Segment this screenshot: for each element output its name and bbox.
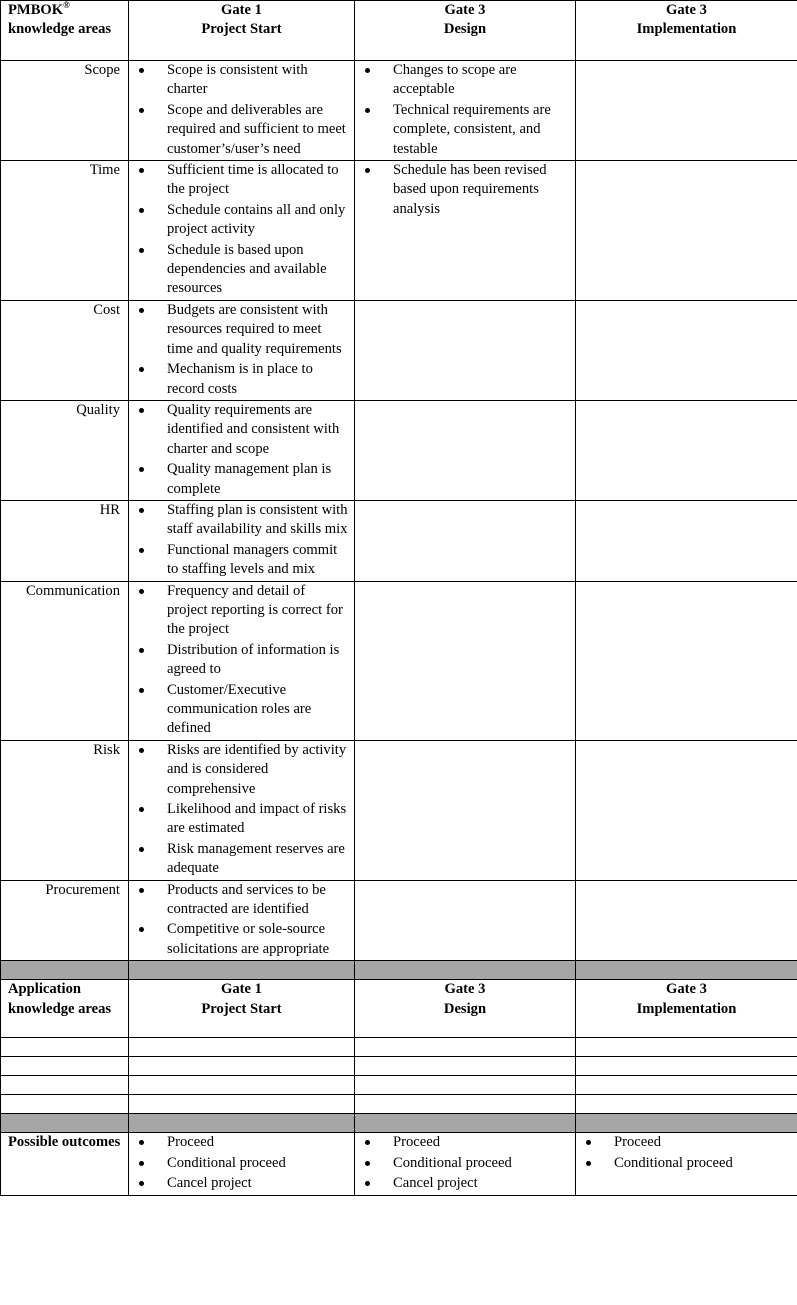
criteria-cell-gate-2: [355, 740, 576, 880]
knowledge-area-label: Risk: [1, 740, 129, 880]
criteria-item: Technical requirements are complete, consistent, and testable: [361, 101, 569, 159]
criteria-item: Risk management reserves are adequate: [135, 840, 348, 879]
app-gate-1-header: Gate 1 Project Start: [129, 980, 355, 1038]
criteria-item: Distribution of information is agreed to: [135, 641, 348, 680]
criteria-cell-gate-3: [576, 161, 797, 301]
criteria-cell-gate-1: [129, 161, 355, 301]
criteria-cell-gate-3: [576, 500, 797, 581]
criteria-cell-gate-1: [129, 581, 355, 740]
criteria-item: Likelihood and impact of risks are estimated: [135, 800, 348, 839]
header-row: [1, 1, 797, 61]
criteria-cell-gate-3: [576, 581, 797, 740]
criteria-cell-gate-2: [355, 61, 576, 161]
criteria-item: Cancel project: [135, 1174, 348, 1193]
possible-outcomes-label: Possible outcomes: [1, 1133, 129, 1195]
criteria-item: Quality requirements are identified and consistent with charter and scope: [135, 401, 348, 459]
criteria-item: Proceed: [582, 1133, 791, 1152]
blank-row: [1, 1095, 797, 1114]
criteria-item: Proceed: [135, 1133, 348, 1152]
knowledge-area-label: Procurement: [1, 880, 129, 961]
outcomes-gate-3: [576, 1133, 797, 1195]
knowledge-area-label: Communication: [1, 581, 129, 740]
criteria-item: Sufficient time is allocated to the project: [135, 161, 348, 200]
criteria-item: Schedule is based upon dependencies and available resources: [135, 241, 348, 299]
criteria-cell-gate-2: [355, 500, 576, 581]
criteria-cell-gate-2: [355, 880, 576, 961]
knowledge-area-row: [1, 581, 797, 740]
application-header-row: [1, 980, 797, 1038]
criteria-cell-gate-3: [576, 300, 797, 400]
application-areas-header: Application knowledge areas: [1, 980, 129, 1038]
knowledge-area-row: [1, 740, 797, 880]
outcomes-gate-2: [355, 1133, 576, 1195]
knowledge-area-label: Cost: [1, 300, 129, 400]
knowledge-area-label: Scope: [1, 61, 129, 161]
criteria-cell-gate-2: [355, 300, 576, 400]
knowledge-area-row: [1, 880, 797, 961]
pmbok-rows: [1, 61, 797, 961]
criteria-cell-gate-3: [576, 880, 797, 961]
blank-row: [1, 1076, 797, 1095]
criteria-item: Schedule contains all and only project activity: [135, 201, 348, 240]
criteria-item: Staffing plan is consistent with staff availability and skills mix: [135, 501, 348, 540]
outcomes-gate-1: [129, 1133, 355, 1195]
knowledge-area-row: [1, 400, 797, 500]
separator-row: [1, 1114, 797, 1133]
criteria-item: Cancel project: [361, 1174, 569, 1193]
criteria-item: Mechanism is in place to record costs: [135, 360, 348, 399]
criteria-cell-gate-1: [129, 880, 355, 961]
criteria-cell-gate-2: [355, 161, 576, 301]
criteria-item: Frequency and detail of project reporting is correct for the project: [135, 582, 348, 640]
knowledge-area-label: HR: [1, 500, 129, 581]
criteria-item: Quality management plan is complete: [135, 460, 348, 499]
knowledge-area-row: [1, 300, 797, 400]
knowledge-area-row: [1, 161, 797, 301]
criteria-item: Functional managers commit to staffing levels and mix: [135, 541, 348, 580]
criteria-item: Schedule has been revised based upon requirements analysis: [361, 161, 569, 219]
criteria-item: Scope and deliverables are required and sufficient to meet customer’s/user’s need: [135, 101, 348, 159]
knowledge-area-label: Quality: [1, 400, 129, 500]
criteria-cell-gate-2: [355, 400, 576, 500]
gate-3-header: Gate 3 Implementation: [576, 1, 797, 61]
criteria-cell-gate-1: [129, 400, 355, 500]
criteria-item: Customer/Executive communication roles are defined: [135, 681, 348, 739]
criteria-cell-gate-3: [576, 61, 797, 161]
criteria-item: Conditional proceed: [361, 1154, 569, 1173]
blank-row: [1, 1038, 797, 1057]
app-gate-2-header: Gate 3 Design: [355, 980, 576, 1038]
criteria-cell-gate-3: [576, 740, 797, 880]
separator-row: [1, 961, 797, 980]
criteria-item: Conditional proceed: [582, 1154, 791, 1173]
criteria-item: Products and services to be contracted are identified: [135, 881, 348, 920]
criteria-item: Budgets are consistent with resources required to meet time and quality requirements: [135, 301, 348, 359]
criteria-cell-gate-1: [129, 300, 355, 400]
knowledge-area-label: Time: [1, 161, 129, 301]
outcomes-row: [1, 1133, 797, 1195]
gate-2-header: Gate 3 Design: [355, 1, 576, 61]
knowledge-area-row: [1, 61, 797, 161]
criteria-cell-gate-2: [355, 581, 576, 740]
criteria-item: Proceed: [361, 1133, 569, 1152]
blank-row: [1, 1057, 797, 1076]
criteria-item: Competitive or sole-source solicitations are appropriate: [135, 920, 348, 959]
criteria-item: Scope is consistent with charter: [135, 61, 348, 100]
criteria-item: Conditional proceed: [135, 1154, 348, 1173]
corner-header: PMBOK® knowledge areas: [1, 1, 129, 61]
criteria-item: Changes to scope are acceptable: [361, 61, 569, 100]
criteria-cell-gate-1: [129, 740, 355, 880]
criteria-cell-gate-3: [576, 400, 797, 500]
knowledge-area-row: [1, 500, 797, 581]
criteria-cell-gate-1: [129, 61, 355, 161]
criteria-item: Risks are identified by activity and is considered comprehensive: [135, 741, 348, 799]
criteria-cell-gate-1: [129, 500, 355, 581]
app-gate-3-header: Gate 3 Implementation: [576, 980, 797, 1038]
gate-1-header: Gate 1 Project Start: [129, 1, 355, 61]
